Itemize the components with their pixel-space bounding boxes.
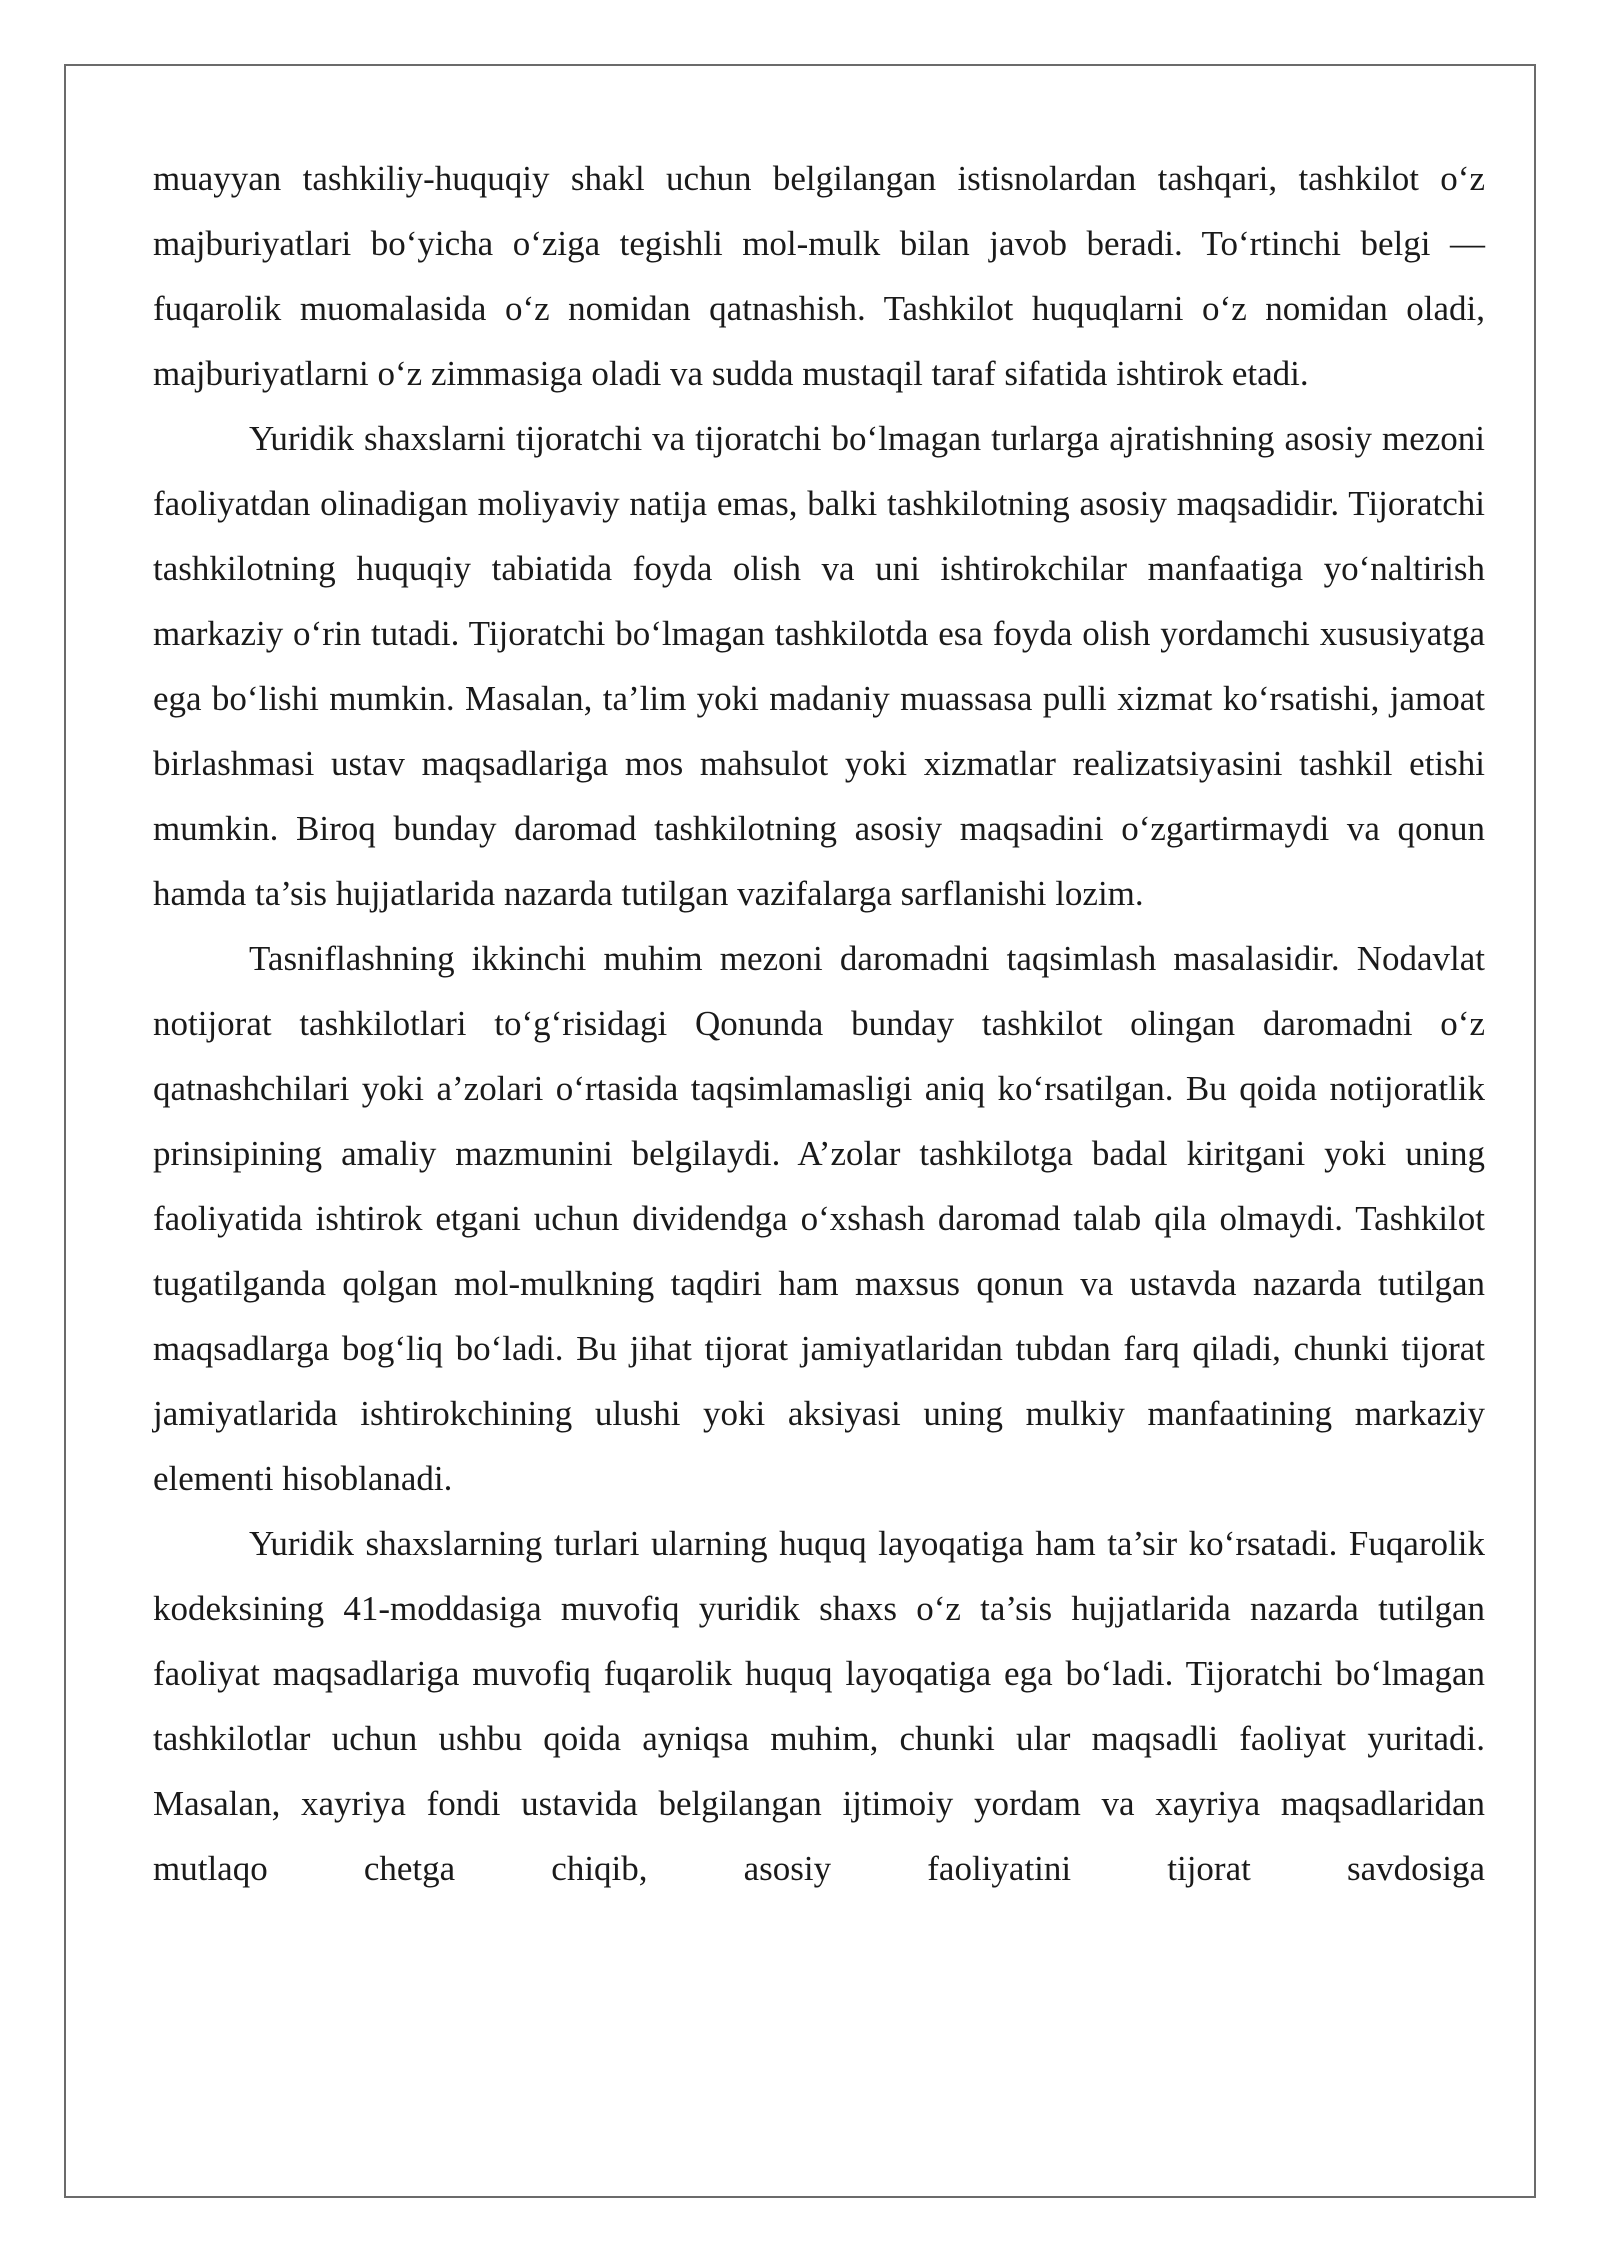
document-body [153,146,1485,1901]
paragraph-2: Yuridik shaxslarni tijoratchi va tijoratchi bo‘lmagan turlarga ajratishning asosiy mezoni faoliyatdan olinadigan moliyaviy natija emas, balki tashkilotning asosiy maqsadidir. Tijoratchi tashkilotning huquqiy tabiatida foyda olish va uni ishtirokchilar manfaatiga yo‘naltirish markaziy o‘rin tutadi. Tijoratchi bo‘lmagan tashkilotda esa foyda olish yordamchi xususiyatga ega bo‘lishi mumkin. Masalan, ta’lim yoki madaniy muassasa pulli xizmat ko‘rsatishi, jamoat birlashmasi ustav maqsadlariga mos mahsulot yoki xizmatlar realizatsiyasini tashkil etishi mumkin. Biroq bunday daromad tashkilotning asosiy maqsadini o‘zgartirmaydi va qonun hamda ta’sis hujjatlarida nazarda tutilgan vazifalarga sarflanishi lozim. [153,419,1485,913]
paragraph-4: Yuridik shaxslarning turlari ularning huquq layoqatiga ham ta’sir ko‘rsatadi. Fuqarolik kodeksining 41-moddasiga muvofiq yuridik shaxs o‘z ta’sis hujjatlarida nazarda tutilgan faoliyat maqsadlariga muvofiq fuqarolik huquq layoqatiga ega bo‘ladi. Tijoratchi bo‘lmagan tashkilotlar uchun ushbu qoida ayniqsa muhim, chunki ular maqsadli faoliyat yuritadi. Masalan, xayriya fondi ustavida belgilangan ijtimoiy yordam va xayriya maqsadlaridan mutlaqo chetga chiqib, asosiy faoliyatini tijorat savdosiga [153,1524,1485,1888]
paragraph-1: muayyan tashkiliy-huquqiy shakl uchun belgilangan istisnolardan tashqari, tashkilot o‘z majburiyatlari bo‘yicha o‘ziga tegishli mol-mulk bilan javob beradi. To‘rtinchi belgi — fuqarolik muomalasida o‘z nomidan qatnashish. Tashkilot huquqlarni o‘z nomidan oladi, majburiyatlarni o‘z zimmasiga oladi va sudda mustaqil taraf sifatida ishtirok etadi. [153,159,1485,393]
paragraph-3: Tasniflashning ikkinchi muhim mezoni daromadni taqsimlash masalasidir. Nodavlat notijorat tashkilotlari to‘g‘risidagi Qonunda bunday tashkilot olingan daromadni o‘z qatnashchilari yoki a’zolari o‘rtasida taqsimlamasligi aniq ko‘rsatilgan. Bu qoida notijoratlik prinsipining amaliy mazmunini belgilaydi. A’zolar tashkilotga badal kiritgani yoki uning faoliyatida ishtirok etgani uchun dividendga o‘xshash daromad talab qila olmaydi. Tashkilot tugatilganda qolgan mol-mulkning taqdiri ham maxsus qonun va ustavda nazarda tutilgan maqsadlarga bog‘liq bo‘ladi. Bu jihat tijorat jamiyatlaridan tubdan farq qiladi, chunki tijorat jamiyatlarida ishtirokchining ulushi yoki aksiyasi uning mulkiy manfaatining markaziy elementi hisoblanadi. [153,939,1485,1498]
